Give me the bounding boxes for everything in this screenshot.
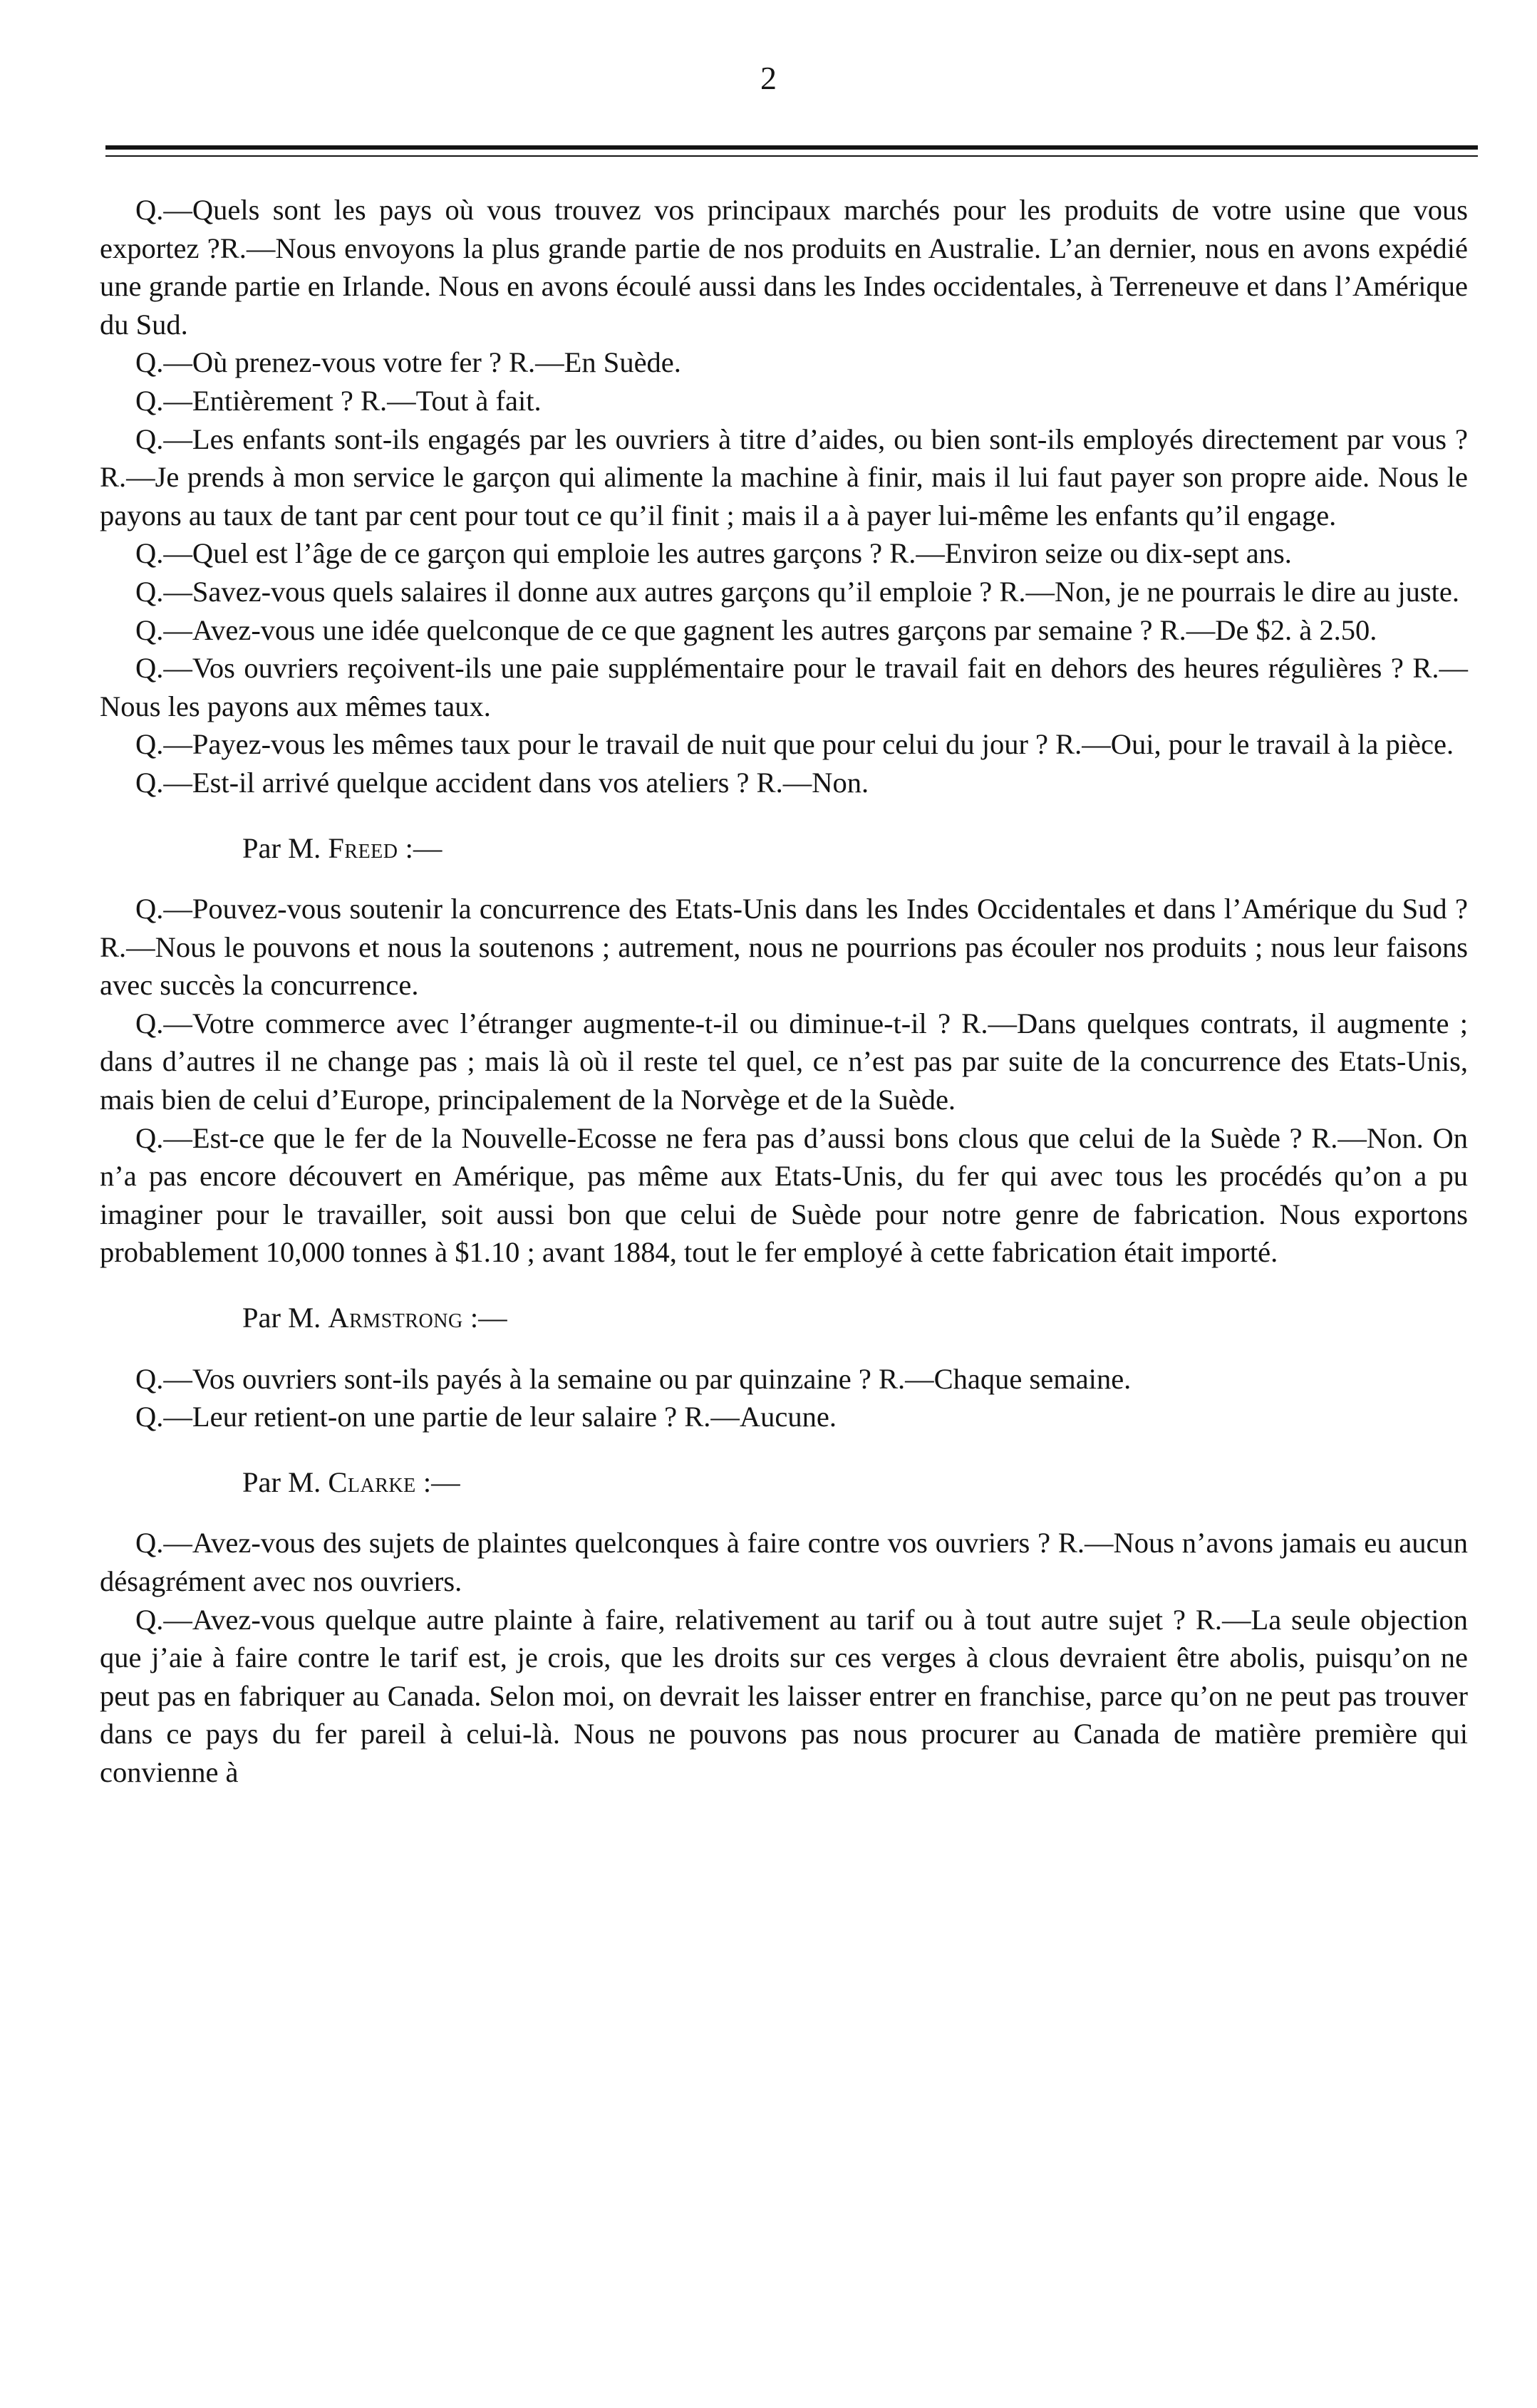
speaker-heading-armstrong bbox=[100, 1299, 1468, 1337]
qa-paragraph: Q.—Où prenez-vous votre fer ? R.—En Suède. bbox=[135, 346, 681, 379]
qa-paragraph: Q.—Vos ouvriers sont-ils payés à la semaine ou par quinzaine ? R.—Chaque semaine. bbox=[135, 1362, 1132, 1395]
qa-paragraph: Q.—Est-il arrivé quelque accident dans vos ateliers ? R.—Non. bbox=[135, 766, 869, 799]
qa-paragraph: Q.—Vos ouvriers reçoivent-ils une paie supplémentaire pour le travail fait en dehors des heures régulières ? R.—Nous les payons aux mêmes taux. bbox=[100, 652, 1468, 722]
speaker-prefix: Par M. bbox=[242, 1465, 328, 1498]
page-number: 2 bbox=[760, 60, 777, 96]
speaker-name: Clarke bbox=[328, 1465, 416, 1498]
qa-paragraph: Q.—Quels sont les pays où vous trouvez vos principaux marchés pour les produits de votre usine que vous exportez ?R.—Nous envoyons la plus grande partie de nos produits en Australie. L’an dernier, nous en avons expédié une grande partie en Irlande. Nous en avons écoulé aussi dans les Indes occidentales, à Terreneuve et dans l’Amérique du Sud. bbox=[100, 194, 1468, 341]
speaker-name: Freed bbox=[328, 831, 398, 864]
header-rule-thin bbox=[105, 155, 1478, 157]
qa-paragraph: Q.—Payez-vous les mêmes taux pour le travail de nuit que pour celui du jour ? R.—Oui, pour le travail à la pièce. bbox=[135, 728, 1454, 761]
speaker-name: Armstrong bbox=[328, 1302, 463, 1334]
speaker-prefix: Par M. bbox=[242, 1302, 328, 1334]
body-text bbox=[100, 191, 1468, 1792]
speaker-prefix: Par M. bbox=[242, 831, 328, 864]
speaker-heading-clarke bbox=[100, 1463, 1468, 1502]
qa-paragraph: Q.—Entièrement ? R.—Tout à fait. bbox=[135, 384, 542, 417]
speaker-suffix: :— bbox=[398, 831, 443, 864]
speaker-suffix: :— bbox=[462, 1302, 507, 1334]
qa-paragraph: Q.—Avez-vous quelque autre plainte à faire, relativement au tarif ou à tout autre sujet ? R.—La seule objection que j’aie à faire contre le tarif est, je crois, que les droits sur ces verges à clous devraient être abolis, puisqu’on ne peut pas en fabriquer au Canada. Selon moi, on devrait les laisser entrer en franchise, parce qu’on ne peut pas trouver dans ce pays du fer pareil à celui-là. Nous ne pouvons pas nous procurer au Canada de matière première qui convienne à bbox=[100, 1603, 1468, 1788]
header-rule-thick bbox=[105, 145, 1478, 150]
qa-paragraph: Q.—Est-ce que le fer de la Nouvelle-Ecosse ne fera pas d’aussi bons clous que celui de la Suède ? R.—Non. On n’a pas encore découvert en Amérique, pas même aux Etats-Unis, du fer qui avec tous les procédés qu’on a pu imaginer pour le travailler, soit aussi bon que celui de Suède pour notre genre de fabrication. Nous exportons probablement 10,000 tonnes à $1.10 ; avant 1884, tout le fer employé à cette fabrication était importé. bbox=[100, 1121, 1468, 1269]
qa-paragraph: Q.—Pouvez-vous soutenir la concurrence des Etats-Unis dans les Indes Occidentales et dans l’Amérique du Sud ? R.—Nous le pouvons et nous la soutenons ; autrement, nous ne pourrions pas écouler nos produits ; nous leur faisons avec succès la concurrence. bbox=[100, 893, 1468, 1002]
qa-paragraph: Q.—Votre commerce avec l’étranger augmente-t-il ou diminue-t-il ? R.—Dans quelques contrats, il augmente ; dans d’autres il ne change pas ; mais là où il reste tel quel, ce n’est pas par suite de la concurrence des Etats-Unis, mais bien de celui d’Europe, principalement de la Norvège et de la Suède. bbox=[100, 1007, 1468, 1116]
speaker-suffix: :— bbox=[415, 1465, 460, 1498]
qa-paragraph: Q.—Leur retient-on une partie de leur salaire ? R.—Aucune. bbox=[135, 1401, 837, 1433]
qa-paragraph: Q.—Savez-vous quels salaires il donne aux autres garçons qu’il emploie ? R.—Non, je ne pourrais le dire au juste. bbox=[135, 575, 1459, 608]
qa-paragraph: Q.—Quel est l’âge de ce garçon qui emploie les autres garçons ? R.—Environ seize ou dix-sept ans. bbox=[135, 537, 1292, 570]
qa-paragraph: Q.—Les enfants sont-ils engagés par les ouvriers à titre d’aides, ou bien sont-ils employés directement par vous ? R.—Je prends à mon service le garçon qui alimente la machine à finir, mais il lui faut payer son propre aide. Nous le payons au taux de tant par cent pour tout ce qu’il finit ; mais il a à payer lui-même les enfants qu’il engage. bbox=[100, 422, 1468, 531]
qa-paragraph: Q.—Avez-vous des sujets de plaintes quelconques à faire contre vos ouvriers ? R.—Nous n’avons jamais eu aucun désagrément avec nos ouvriers. bbox=[100, 1527, 1468, 1597]
speaker-heading-freed bbox=[100, 829, 1468, 868]
qa-paragraph: Q.—Avez-vous une idée quelconque de ce que gagnent les autres garçons par semaine ? R.—De $2. à 2.50. bbox=[135, 613, 1377, 646]
